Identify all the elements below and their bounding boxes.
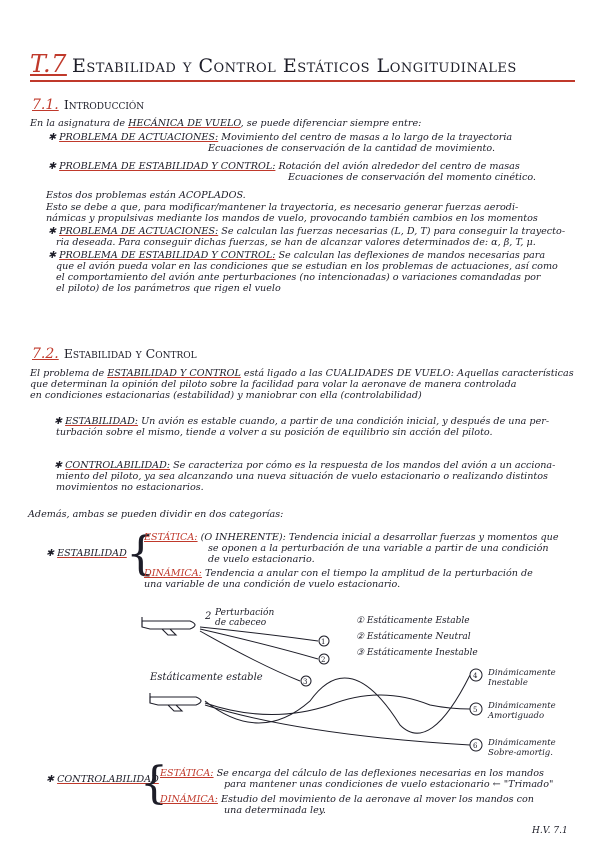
stab-dyn-label: DINÁMICA: bbox=[144, 568, 202, 579]
p1-line2: Ecuaciones de conservación de la cantidad de movimiento. bbox=[208, 143, 496, 154]
s2-p1-highlight: ESTABILIDAD Y CONTROL bbox=[107, 368, 241, 379]
control-brace: { bbox=[140, 758, 168, 809]
ctrl-dyn-line1 bbox=[160, 794, 534, 805]
legend-3: ③ Estáticamente Inestable bbox=[356, 648, 478, 658]
stability-block bbox=[46, 528, 586, 608]
p2-line1: ✱ PROBLEMA DE ESTABILIDAD Y CONTROL: Rotación del avión alrededor del centro de masas bbox=[48, 161, 520, 172]
b4-text1: Se calculan las deflexiones de mandos necesarias para bbox=[278, 250, 546, 261]
stability-brace: { bbox=[126, 526, 156, 580]
est-text1: Un avión es estable cuando, a partir de una condición inicial, y después de una per- bbox=[141, 416, 550, 427]
intro-line bbox=[30, 118, 421, 129]
p2-line2: Ecuaciones de conservación del momento cinético. bbox=[288, 172, 536, 183]
section2-title: Estabilidad y Control bbox=[63, 346, 197, 361]
circle-5-label: 5 bbox=[473, 706, 478, 714]
b4-label: PROBLEMA DE ESTABILIDAD Y CONTROL: bbox=[59, 250, 276, 261]
ctrl-static-line1 bbox=[160, 768, 544, 779]
intro-b: , se puede diferenciar siempre entre: bbox=[240, 118, 422, 129]
b4-line3: el comportamiento del avión ante perturbaciones (no intencionadas) o variaciones comandadas por bbox=[56, 272, 541, 283]
stability-label: ESTABILIDAD bbox=[57, 548, 127, 559]
stab-dyn-text1: Tendencia a anular con el tiempo la amplitud de la perturbación de bbox=[204, 568, 533, 579]
airplane-icon-1 bbox=[142, 617, 195, 635]
stab-static-line1 bbox=[144, 532, 559, 543]
stab-static-line2: se oponen a la perturbación de una variable a partir de una condición bbox=[208, 543, 549, 554]
title-text: Estabilidad y Control Estáticos Longitudinales bbox=[71, 55, 517, 77]
p1-label: PROBLEMA DE ACTUACIONES: bbox=[59, 132, 219, 143]
s2-p1-a: El problema de bbox=[30, 368, 105, 379]
ctrl-dyn-label: DINÁMICA: bbox=[160, 794, 218, 805]
est-label: ESTABILIDAD: bbox=[65, 416, 139, 427]
b4-line1: ✱ PROBLEMA DE ESTABILIDAD Y CONTROL: Se calculan las deflexiones de mandos necesarias para bbox=[48, 250, 546, 261]
d5-l1: Dinámicamente bbox=[488, 701, 556, 711]
signature: H.V. 7.1 bbox=[532, 826, 568, 836]
legend-1: ① Estáticamente Estable bbox=[356, 616, 470, 626]
stab-static-line3: de vuelo estacionario. bbox=[208, 554, 315, 565]
con-label: CONTROLABILIDAD: bbox=[65, 460, 171, 471]
legend-2: ② Estáticamente Neutral bbox=[356, 632, 471, 642]
page-title bbox=[30, 50, 517, 78]
stability-diagram bbox=[0, 605, 600, 765]
s2-p1-b: está ligado a las CUALIDADES DE VUELO: Aquellas características bbox=[243, 368, 574, 379]
circle-4-label: 4 bbox=[473, 672, 478, 680]
pert-number: 2 bbox=[205, 611, 212, 622]
b3-label: PROBLEMA DE ACTUACIONES: bbox=[59, 226, 219, 237]
body-l2: Esto se debe a que, para modificar/mantener la trayectoria, es necesario generar fuerzas aerodi- bbox=[46, 202, 519, 213]
control-label-row: ✱ CONTROLABILIDAD bbox=[46, 774, 159, 785]
ctrl-static-line2: para mantener unas condiciones de vuelo estacionario ← "Trimado" bbox=[224, 779, 554, 790]
stab-static-label: ESTÁTICA: bbox=[144, 532, 198, 543]
control-label: CONTROLABILIDAD bbox=[57, 774, 159, 785]
section1-heading bbox=[32, 94, 144, 113]
con-text1: Se caracteriza por cómo es la respuesta de los mandos del avión a un acciona- bbox=[173, 460, 556, 471]
est-line2: turbación sobre el mismo, tiende a volver a su posición de equilibrio sin acción del piloto. bbox=[56, 427, 493, 438]
b3-text1: Se calculan las fuerzas necesarias (L, D, T) para conseguir la trayecto- bbox=[221, 226, 566, 237]
ademas-line: Además, ambas se pueden dividir en dos categorías: bbox=[28, 509, 284, 520]
s2-p1-line3: en condiciones estacionarias (estabilidad) y maniobrar con ella (controlabilidad) bbox=[30, 390, 422, 401]
b3-line2: ria deseada. Para conseguir dichas fuerzas, se han de alcanzar valores determinados de: α, β, T, μ. bbox=[56, 237, 536, 248]
d4-l1: Dinámicamente bbox=[488, 668, 556, 678]
dynamic-curves bbox=[205, 675, 470, 745]
con-line1: ✱ CONTROLABILIDAD: Se caracteriza por cómo es la respuesta de los mandos del avión a un acciona- bbox=[54, 460, 556, 471]
section2-number: 7.2. bbox=[32, 346, 59, 362]
stability-label-row: ✱ ESTABILIDAD bbox=[46, 548, 127, 559]
b4-line4: el piloto) de los parámetros que rigen el vuelo bbox=[56, 283, 281, 294]
stab-dyn-line2: una variable de una condición de vuelo estacionario. bbox=[144, 579, 401, 590]
ctrl-static-label: ESTÁTICA: bbox=[160, 768, 214, 779]
p1-line1: ✱ PROBLEMA DE ACTUACIONES: Movimiento del centro de masas a lo largo de la trayectoria bbox=[48, 132, 513, 143]
s2-p1-line1 bbox=[30, 368, 574, 379]
circle-2-label: 2 bbox=[321, 656, 326, 664]
ctrl-dyn-line2: una determinada ley. bbox=[224, 805, 326, 816]
airplane-icon-2 bbox=[150, 693, 201, 711]
circle-1-label: 1 bbox=[321, 638, 326, 646]
body-l1: Estos dos problemas están ACOPLADOS. bbox=[46, 190, 246, 201]
con-line3: movimientos no estacionarios. bbox=[56, 482, 204, 493]
section1-title: Introducción bbox=[63, 97, 145, 112]
title-underline bbox=[30, 80, 575, 82]
intro-highlight: HECÁNICA DE VUELO bbox=[128, 118, 241, 129]
section1-body bbox=[30, 118, 590, 328]
circle-6-label: 6 bbox=[473, 742, 478, 750]
section2-body bbox=[30, 368, 590, 528]
stab-dyn-line1 bbox=[144, 568, 533, 579]
est-line1: ✱ ESTABILIDAD: Un avión es estable cuando, a partir de una condición inicial, y después de una per- bbox=[54, 416, 550, 427]
b4-line2: que el avión pueda volar en las condiciones que se estudian en los problemas de actuaciones, así como bbox=[56, 261, 558, 272]
section2-heading bbox=[32, 343, 197, 362]
pert-l1: Perturbación bbox=[215, 608, 275, 618]
ctrl-static-text1: Se encarga del cálculo de las deflexiones necesarias en los mandos bbox=[216, 768, 544, 779]
stab-static-text1: (O INHERENTE): Tendencia inicial a desarrollar fuerzas y momentos que bbox=[200, 532, 559, 543]
body-l3: námicas y propulsivas mediante los mandos de vuelo, provocando también cambios en los momentos bbox=[46, 213, 538, 224]
d4-l2: Inestable bbox=[488, 678, 528, 688]
b3-line1: ✱ PROBLEMA DE ACTUACIONES: Se calculan las fuerzas necesarias (L, D, T) para conseguir la trayecto- bbox=[48, 226, 566, 237]
d6-l2: Sobre-amortig. bbox=[488, 748, 553, 758]
d5-l2: Amortiguado bbox=[488, 711, 545, 721]
d6-l1: Dinámicamente bbox=[488, 738, 556, 748]
title-number: T.7 bbox=[30, 50, 67, 78]
ctrl-dyn-text1: Estudio del movimiento de la aeronave al mover los mandos con bbox=[220, 794, 534, 805]
p2-text1: Rotación del avión alrededor del centro de masas bbox=[278, 161, 520, 172]
con-line2: miento del piloto, ya sea alcanzando una nueva situación de vuelo estacionario o realizando distintos bbox=[56, 471, 548, 482]
controllability-block bbox=[46, 758, 586, 826]
pert-l2: de cabeceo bbox=[215, 618, 267, 628]
p2-label: PROBLEMA DE ESTABILIDAD Y CONTROL: bbox=[59, 161, 276, 172]
s2-p1-line2: que determinan la opinión del piloto sobre la facilidad para volar la aeronave de manera controlada bbox=[30, 379, 517, 390]
circle-3-label: 3 bbox=[303, 678, 308, 686]
est-stable-label: Estáticamente estable bbox=[150, 672, 263, 683]
p1-text1: Movimiento del centro de masas a lo largo de la trayectoria bbox=[221, 132, 513, 143]
intro-a: En la asignatura de bbox=[30, 118, 126, 129]
section1-number: 7.1. bbox=[32, 97, 59, 113]
